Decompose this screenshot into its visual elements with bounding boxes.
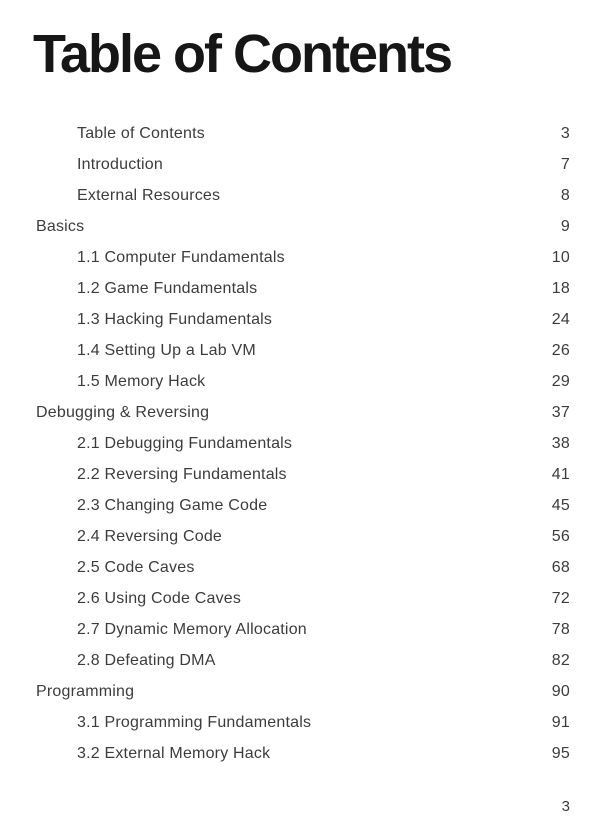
- toc-entry-page: 24: [551, 310, 570, 328]
- toc-entry-page: 82: [551, 651, 570, 669]
- document-page: [0, 24, 607, 827]
- toc-row[interactable]: [0, 273, 570, 304]
- toc-entry-label: 2.4 Reversing Code: [77, 527, 223, 545]
- toc-entry-label: 3.2 External Memory Hack: [77, 744, 271, 762]
- toc-row[interactable]: [0, 614, 570, 645]
- toc-row[interactable]: [0, 645, 570, 676]
- toc-row[interactable]: [0, 335, 570, 366]
- toc-entry-label: 2.2 Reversing Fundamentals: [77, 465, 287, 483]
- page-title: Table of Contents: [33, 24, 451, 84]
- toc-entry-page: 68: [551, 558, 570, 576]
- toc-entry-page: 8: [560, 186, 570, 204]
- toc-entry-label: 2.8 Defeating DMA: [77, 651, 216, 669]
- toc-entry-page: 9: [560, 217, 570, 235]
- toc-entry-label: 1.4 Setting Up a Lab VM: [77, 341, 256, 359]
- toc-entry-page: 56: [551, 527, 570, 545]
- toc-entry-page: 91: [551, 713, 570, 731]
- toc-row[interactable]: [0, 521, 570, 552]
- toc-entry-label: 2.5 Code Caves: [77, 558, 195, 576]
- toc-entry-page: 45: [551, 496, 570, 514]
- toc-row[interactable]: [0, 707, 570, 738]
- toc-entry-label: Introduction: [77, 155, 164, 173]
- toc-entry-label: 1.3 Hacking Fundamentals: [77, 310, 273, 328]
- toc-entry-page: 26: [551, 341, 570, 359]
- toc-row[interactable]: [0, 583, 570, 614]
- toc-entry-label: 1.5 Memory Hack: [77, 372, 206, 390]
- toc-row[interactable]: [0, 304, 570, 335]
- toc-entry-page: 95: [551, 744, 570, 762]
- toc-row[interactable]: [0, 149, 570, 180]
- toc-entry-label: Debugging & Reversing: [36, 403, 210, 421]
- toc-row[interactable]: [0, 397, 570, 428]
- toc-entry-label: 2.1 Debugging Fundamentals: [77, 434, 293, 452]
- toc-entry-page: 10: [551, 248, 570, 266]
- toc-entry-label: 2.3 Changing Game Code: [77, 496, 268, 514]
- toc-row[interactable]: [0, 118, 570, 149]
- toc-row[interactable]: [0, 242, 570, 273]
- toc-row[interactable]: [0, 180, 570, 211]
- toc-list: [0, 118, 607, 769]
- toc-row[interactable]: [0, 366, 570, 397]
- toc-row[interactable]: [0, 428, 570, 459]
- toc-entry-page: 90: [551, 682, 570, 700]
- footer-page-number: 3: [561, 798, 570, 815]
- toc-entry-label: 2.6 Using Code Caves: [77, 589, 242, 607]
- toc-entry-page: 18: [551, 279, 570, 297]
- toc-entry-label: 2.7 Dynamic Memory Allocation: [77, 620, 307, 638]
- toc-entry-page: 37: [551, 403, 570, 421]
- toc-entry-page: 3: [560, 124, 570, 142]
- toc-entry-label: Programming: [36, 682, 135, 700]
- toc-row[interactable]: [0, 211, 570, 242]
- toc-entry-label: 1.2 Game Fundamentals: [77, 279, 258, 297]
- toc-row[interactable]: [0, 490, 570, 521]
- toc-entry-label: 3.1 Programming Fundamentals: [77, 713, 312, 731]
- toc-entry-label: Basics: [36, 217, 85, 235]
- toc-row[interactable]: [0, 459, 570, 490]
- toc-entry-page: 72: [551, 589, 570, 607]
- toc-row[interactable]: [0, 552, 570, 583]
- toc-entry-label: External Resources: [77, 186, 221, 204]
- toc-entry-page: 7: [560, 155, 570, 173]
- toc-entry-page: 29: [551, 372, 570, 390]
- toc-row[interactable]: [0, 676, 570, 707]
- toc-entry-page: 38: [551, 434, 570, 452]
- toc-entry-page: 41: [551, 465, 570, 483]
- toc-row[interactable]: [0, 738, 570, 769]
- toc-entry-page: 78: [551, 620, 570, 638]
- toc-entry-label: 1.1 Computer Fundamentals: [77, 248, 285, 266]
- toc-entry-label: Table of Contents: [77, 124, 205, 142]
